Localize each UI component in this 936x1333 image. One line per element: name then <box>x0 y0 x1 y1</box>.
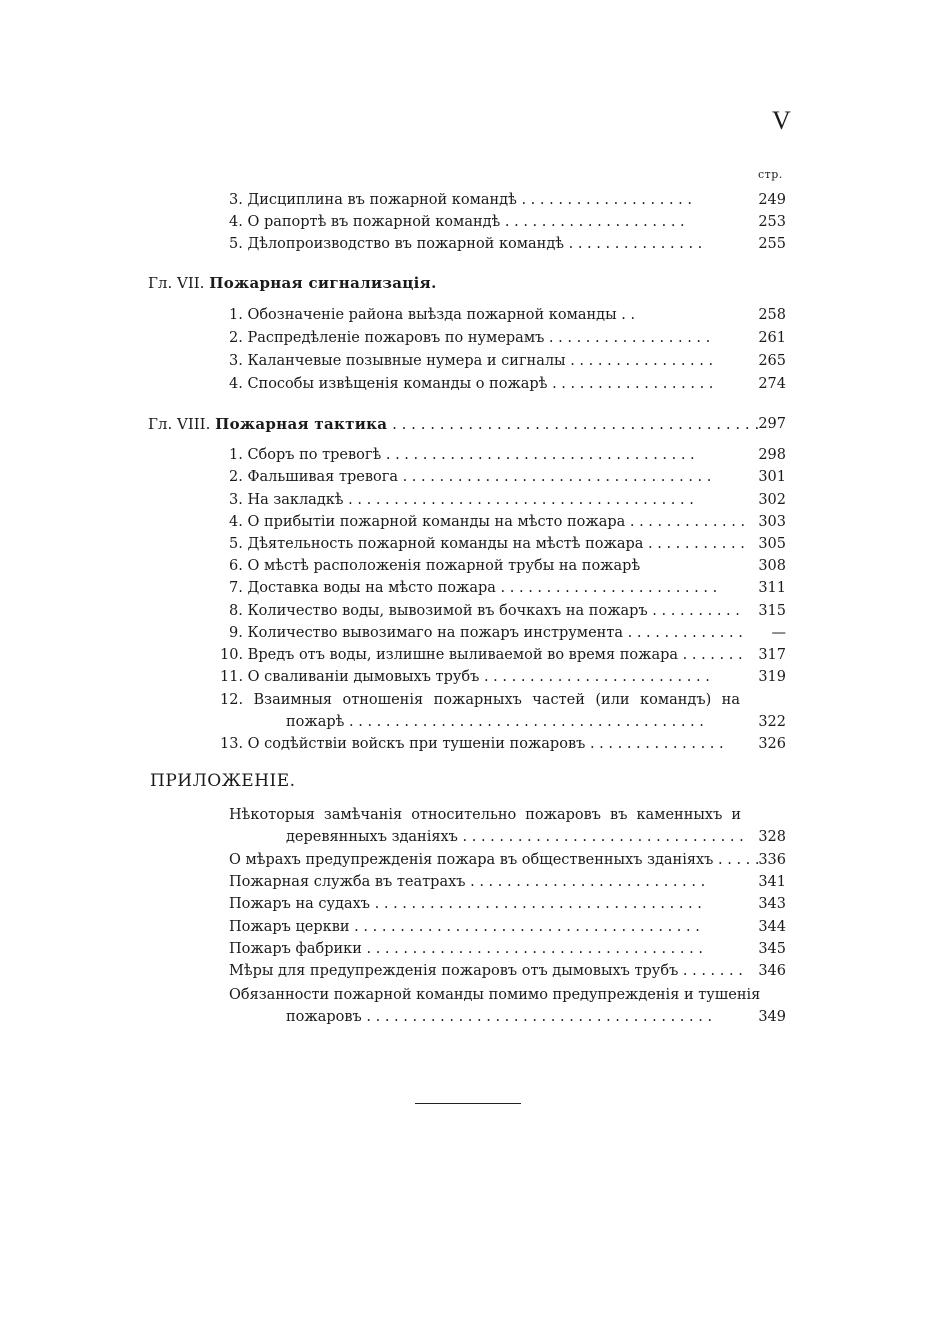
entry-page: 319 <box>758 669 786 685</box>
dot-leader: . . <box>616 307 636 323</box>
dot-leader: . . . . . . . . . . . . . . . . . . . . . . . . . . . . . . . <box>457 829 744 845</box>
entry-page: 258 <box>758 307 786 323</box>
dot-leader: . . . . . . . <box>678 647 743 663</box>
toc-entry <box>229 960 744 982</box>
dot-leader: . . . . . . . . . . . . . . . . . . . . . . . . . . . . . . . . . . . . . . . <box>344 714 704 730</box>
dot-leader: . . . . . . . . . . . . . . . . . . . . . . . . . . . . . . . . . . . . . . <box>343 492 694 508</box>
entry-page: 274 <box>758 376 786 392</box>
entry-text: 6. О мѣстѣ расположенія пожарной трубы на пожарѣ <box>229 558 641 574</box>
toc-entry <box>229 600 744 622</box>
page-column-label: стр. <box>758 168 783 181</box>
toc-entry <box>229 916 744 938</box>
chapter-label: Гл. VII. <box>148 274 205 292</box>
toc-entry <box>229 350 744 372</box>
chapter-label: Гл. VIII. <box>148 415 211 433</box>
entry-text: 5. Дѣлопроизводство въ пожарной командѣ <box>229 236 565 252</box>
entry-text: Пожаръ фабрики <box>229 941 362 957</box>
toc-entry-continuation <box>286 711 744 733</box>
toc-entry <box>229 577 744 599</box>
entry-page: 302 <box>758 492 786 508</box>
dot-leader: . . . . . . . <box>678 963 743 979</box>
toc-entry-line1: 12. Взаимныя отношенія пожарныхъ частей (или командъ) на <box>220 692 740 708</box>
entry-text: 1. Сборъ по тревогѣ <box>229 447 382 463</box>
entry-text: Мѣры для предупрежденія пожаровъ отъ дымовыхъ трубъ <box>229 963 679 979</box>
page-number: V <box>772 106 791 135</box>
dot-leader: . . . . . . . . . . . . . . . . . . . <box>516 192 692 208</box>
entry-text: 4. О рапортѣ въ пожарной командѣ <box>229 214 501 230</box>
entry-page: 261 <box>758 330 786 346</box>
entry-text: Пожарная служба въ театрахъ <box>229 874 466 890</box>
entry-page: 305 <box>758 536 786 552</box>
entry-page: 349 <box>758 1009 786 1025</box>
appendix-title: ПРИЛОЖЕНІЕ. <box>150 771 296 791</box>
chapter-title: Пожарная сигнализація. <box>209 274 437 292</box>
toc-entry <box>229 189 744 211</box>
entry-text: 7. Доставка воды на мѣсто пожара <box>229 580 496 596</box>
toc-entry <box>229 233 744 255</box>
toc-entry <box>229 938 744 960</box>
toc-entry <box>229 893 744 915</box>
entry-page: — <box>771 625 786 641</box>
entry-text: пожаровъ <box>286 1009 362 1025</box>
entry-page: 346 <box>758 963 786 979</box>
entry-text: Пожаръ церкви <box>229 919 350 935</box>
entry-page: 253 <box>758 214 786 230</box>
entry-page: 336 <box>758 852 786 868</box>
toc-entry <box>229 871 744 893</box>
dot-leader: . . . . . . . . . . . . . . . . . . . . . . . . . . . . . . . . . . <box>381 447 695 463</box>
chapter-heading <box>148 412 760 436</box>
chapter-title: Пожарная тактика <box>215 415 388 433</box>
dot-leader: . . . . . . . . . . . . . . . . . . <box>547 376 714 392</box>
entry-text: 2. Фальшивая тревога <box>229 469 398 485</box>
toc-entry-line1: Нѣкоторыя замѣчанія относительно пожаровъ въ каменныхъ и <box>229 807 741 823</box>
dot-leader: . . . . . . . . . . . <box>643 536 745 552</box>
chapter-page: 297 <box>758 416 786 432</box>
dot-leader: . . . . . . . . . . . . . <box>623 625 743 641</box>
toc-entry-continuation <box>286 1006 744 1028</box>
toc-entry <box>229 622 744 644</box>
entry-text: 10. Вредъ отъ воды, излишне выливаемой во время пожара <box>220 647 679 663</box>
entry-text: 4. Способы извѣщенія команды о пожарѣ <box>229 376 548 392</box>
entry-page: 343 <box>758 896 786 912</box>
entry-text: пожарѣ <box>286 714 345 730</box>
entry-page: 322 <box>758 714 786 730</box>
entry-text: деревянныхъ зданіяхъ <box>286 829 458 845</box>
toc-entry <box>220 733 744 755</box>
dot-leader: . . . . . . . . . . . . . . . <box>585 736 724 752</box>
entry-page: 341 <box>758 874 786 890</box>
entry-page: 303 <box>758 514 786 530</box>
toc-entry <box>220 666 744 688</box>
entry-page: 298 <box>758 447 786 463</box>
dot-leader: . . . . . . . . . . . . . . . . . . . . . . . . . . . . . . . . . . . . . . <box>361 1009 713 1025</box>
toc-entry <box>229 466 744 488</box>
entry-text: 3. На закладкѣ <box>229 492 344 508</box>
entry-page: 255 <box>758 236 786 252</box>
entry-text: Пожаръ на судахъ <box>229 896 371 912</box>
dot-leader: . . . . . . . . . . . . . . . . . . . . . . . . <box>495 580 718 596</box>
entry-page: 315 <box>758 603 786 619</box>
closing-rule <box>415 1103 521 1104</box>
dot-leader: . . . . . . . . . . . . . . . . . . . . . . . . . . . . . . . . . . <box>397 469 712 485</box>
entry-page: 308 <box>758 558 786 574</box>
toc-entry <box>229 211 744 233</box>
toc-entry <box>220 644 744 666</box>
dot-leader: . . . . . . . . . . . . . . . . . . . . . . . . . . . . . . . . . . . . . . . <box>387 415 760 433</box>
entry-text: 3. Дисциплина въ пожарной командѣ <box>229 192 517 208</box>
dot-leader: . . . . . . . . . . . . . . . . . . . . <box>500 214 685 230</box>
entry-text: 5. Дѣятельность пожарной команды на мѣстѣ пожара <box>229 536 644 552</box>
entry-text: 9. Количество вывозимаго на пожаръ инструмента <box>229 625 623 641</box>
dot-leader: . . . . . . . . . . . . . . . . . . . . . . . . . . <box>465 874 706 890</box>
entry-text: 2. Распредѣленіе пожаровъ по нумерамъ <box>229 330 545 346</box>
entry-page: 317 <box>758 647 786 663</box>
entry-text: О мѣрахъ предупрежденія пожара въ общественныхъ зданіяхъ <box>229 852 714 868</box>
entry-text: 4. О прибытіи пожарной команды на мѣсто пожара <box>229 514 626 530</box>
entry-page: 265 <box>758 353 786 369</box>
dot-leader: . . . . . . . . . . <box>647 603 740 619</box>
dot-leader: . . . . . . . . . . . . . . . . <box>565 353 714 369</box>
entry-page: 328 <box>758 829 786 845</box>
entry-page: 301 <box>758 469 786 485</box>
entry-page: 345 <box>758 941 786 957</box>
dot-leader: . . . . . . . . . . . . . . . . . . . . . . . . . . . . . . . . . . . . <box>370 896 702 912</box>
entry-page: 311 <box>758 580 786 596</box>
entry-text: 3. Каланчевые позывные нумера и сигналы <box>229 353 566 369</box>
entry-page: 326 <box>758 736 786 752</box>
toc-entry <box>229 327 744 349</box>
dot-leader: . . . . . . . . . . . . . <box>625 514 746 530</box>
toc-entry <box>229 489 744 511</box>
toc-entry <box>229 373 744 395</box>
entry-page: 344 <box>758 919 786 935</box>
entry-page: 249 <box>758 192 786 208</box>
toc-entry-continuation <box>286 826 744 848</box>
toc-entry <box>229 849 760 871</box>
entry-text: 13. О содѣйствіи войскъ при тушеніи пожаровъ <box>220 736 586 752</box>
chapter-heading <box>148 271 437 295</box>
toc-entry <box>229 304 744 326</box>
dot-leader: . . . . . . . . . . . . . . . . . . <box>544 330 711 346</box>
dot-leader: . . . . . <box>713 852 760 868</box>
dot-leader: . . . . . . . . . . . . . . . . . . . . . . . . . . . . . . . . . . . . . <box>361 941 703 957</box>
dot-leader: . . . . . . . . . . . . . . . <box>564 236 703 252</box>
toc-entry <box>229 444 744 466</box>
toc-entry <box>229 533 744 555</box>
dot-leader: . . . . . . . . . . . . . . . . . . . . . . . . . <box>479 669 710 685</box>
toc-entry <box>229 555 744 577</box>
dot-leader: . . . . . . . . . . . . . . . . . . . . . . . . . . . . . . . . . . . . . . <box>349 919 700 935</box>
entry-text: 8. Количество воды, вывозимой въ бочкахъ на пожаръ <box>229 603 648 619</box>
toc-entry <box>229 511 744 533</box>
toc-entry-line1: Обязанности пожарной команды помимо предупрежденія и тушенія <box>229 987 761 1003</box>
entry-text: 1. Обозначеніе района выѣзда пожарной команды <box>229 307 617 323</box>
entry-text: 11. О сваливаніи дымовыхъ трубъ <box>220 669 480 685</box>
